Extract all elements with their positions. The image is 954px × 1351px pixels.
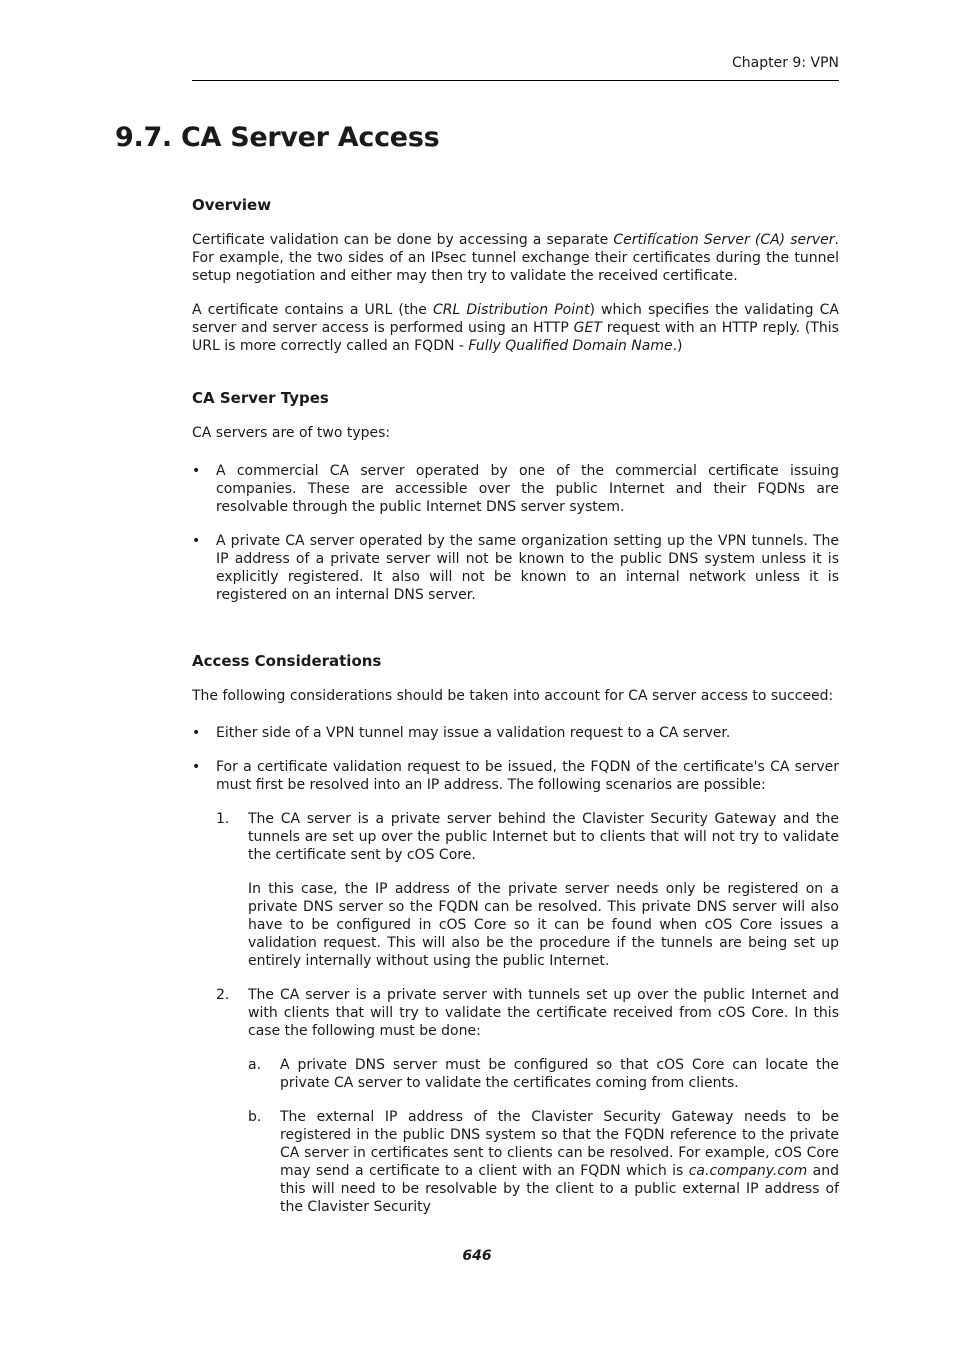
- step-letter: a.: [248, 1057, 262, 1073]
- section-title: 9.7. CA Server Access: [115, 122, 440, 153]
- overview-heading: Overview: [192, 196, 272, 214]
- section-body: [192, 194, 839, 1216]
- overview-paragraph-2: A certificate contains a URL (the CRL Distribution Point) which specifies the validating CA server and server access is performed using an HTTP GET request with an HTTP reply. (This URL is more correctly called an FQDN - Fully Qualified Domain Name.): [192, 302, 839, 354]
- header-divider: [192, 80, 839, 81]
- step-letter: b.: [248, 1109, 262, 1125]
- access-considerations-intro: The following considerations should be taken into account for CA server access to succeed:: [192, 688, 834, 704]
- bullet-icon: •: [192, 725, 201, 741]
- list-item: • For a certificate validation request to be issued, the FQDN of the certificate's CA server must first be resolved into an IP address. The following scenarios are possible: 1. The CA server is a private server behind the Clavister Security Gateway and the tunnels are set up over the public Internet but to clients that will not try to validate the certificate sent by cOS Core. In this case, the IP address of the private server needs only be registered on a private DNS server so the FQDN can be resolved. This private DNS server will also have to be configured in cOS Core so it can be found when cOS Core issues a validation request. This will also be the procedure if the tunnels are being set up entirely internally without using the public Internet. 2. The CA server is a private server with tunnels set up over the public Internet and with clients that will try to validate the certificate received from cOS Core. In this case the following must be done: a. A private DNS server must be configured so that cOS Core can locate the private CA server to validate the certificates coming from clients. b. The external IP address of the Clavister Security Gateway needs to be registered in the public DNS system so that the FQDN reference to the private CA server in certificates sent to clients can be resolved. For example, cOS Core may send a certificate to a client with an FQDN which is ca.company.com and this will need to be resolvable by the client to a public external IP address of the Clavister Security: [192, 759, 839, 1215]
- list-item: • Either side of a VPN tunnel may issue a validation request to a CA server.: [192, 725, 731, 741]
- scenario-2-text: The CA server is a private server with tunnels set up over the public Internet and with clients that will try to validate the certificate received from cOS Core. In this case the following must be done:: [248, 987, 839, 1039]
- list-item: • A private CA server operated by the same organization setting up the VPN tunnels. The IP address of a private server will not be known to the public DNS system unless it is explicitly registered. It also will not be known to an internal network unless it is registered on an internal DNS server.: [192, 533, 839, 603]
- scenario-1-detail: In this case, the IP address of the private server needs only be registered on a private DNS server so the FQDN can be resolved. This private DNS server will also have to be configured in cOS Core so it can be found when cOS Core issues a validation request. This will also be the procedure if the tunnels are being set up entirely internally without using the public Internet.: [248, 881, 839, 969]
- scenario-2: [216, 986, 839, 1216]
- step-a-text: A private DNS server must be configured so that cOS Core can locate the private CA server to validate the certificates coming from clients.: [280, 1057, 839, 1091]
- scenario-2-step-a: [248, 1056, 839, 1092]
- bullet-icon: •: [192, 759, 201, 775]
- scenario-1-text: The CA server is a private server behind the Clavister Security Gateway and the tunnels are set up over the public Internet but to clients that will not try to validate the certificate sent by cOS Core.: [248, 811, 839, 863]
- overview-paragraph-1: Certificate validation can be done by accessing a separate Certifícation Server (CA) server. For example, the two sides of an IPsec tunnel exchange their certificates during the tunnel setup negotiation and either may then try to validate the received certificate.: [192, 232, 839, 284]
- access-considerations-heading: Access Considerations: [192, 652, 382, 670]
- bullet-icon: •: [192, 533, 201, 549]
- ca-server-types-intro: CA servers are of two types:: [192, 425, 391, 441]
- ca-server-types-heading: CA Server Types: [192, 389, 329, 407]
- list-item: • A commercial CA server operated by one of the commercial certificate issuing companies. These are accessible over the public Internet and their FQDNs are resolvable through the public Internet DNS server system.: [192, 463, 839, 515]
- scenario-2-step-b: [248, 1108, 839, 1216]
- scenario-number: 2.: [216, 987, 230, 1003]
- running-header: Chapter 9: VPN: [732, 55, 839, 71]
- scenario-1: [216, 810, 839, 970]
- bullet-icon: •: [192, 463, 201, 479]
- step-b-text: The external IP address of the Clavister Security Gateway needs to be registered in the public DNS system so that the FQDN reference to the private CA server in certificates sent to clients can be resolved. For example, cOS Core may send a certificate to a client with an FQDN which is ca.company.com and this will need to be resolvable by the client to a public external IP address of the Clavister Security: [280, 1109, 839, 1215]
- scenario-number: 1.: [216, 811, 230, 827]
- page-number: 646: [462, 1248, 492, 1264]
